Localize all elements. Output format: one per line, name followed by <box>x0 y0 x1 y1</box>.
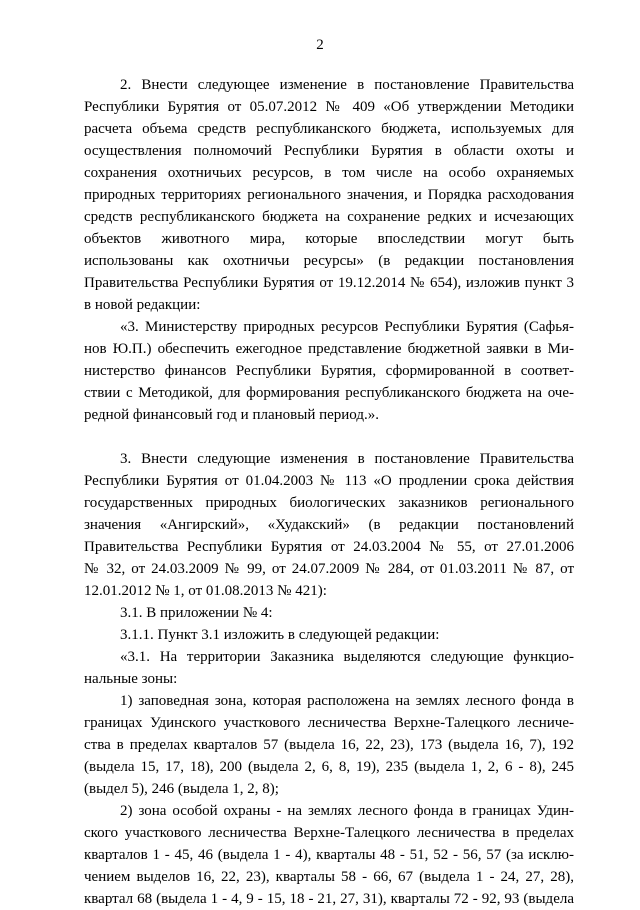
paragraph <box>84 646 574 690</box>
text-line: ского участкового лесничества Верхне-Талецкого лесничества в пределах <box>84 825 574 841</box>
text-line: 3.1.1. Пункт 3.1 изложить в следующей редакции: <box>120 627 440 643</box>
text-line: государственных природных биологических заказников регионального <box>84 495 574 511</box>
text-line: объектов животного мира, которые впоследствии могут быть <box>84 231 574 247</box>
text-line: 2) зона особой охраны - на землях лесного фонда в границах Удин- <box>120 803 574 819</box>
paragraph <box>84 316 574 426</box>
text-line: № 32, от 24.03.2009 № 99, от 24.07.2009 № 284, от 01.03.2011 № 87, от <box>84 561 574 577</box>
text-line: нистерство финансов Республики Бурятия, сформированной в соответ- <box>84 363 574 379</box>
paragraph <box>84 800 574 910</box>
text-line: редной финансовый год и плановый период.». <box>84 407 380 423</box>
text-line: 3. Внести следующие изменения в постановление Правительства <box>120 451 574 467</box>
text-line: средств республиканского бюджета на сохранение редких и исчезающих <box>84 209 574 225</box>
paragraph <box>84 448 574 602</box>
text-line: сохранения охотничьих ресурсов, в том числе на особо охраняемых <box>84 165 574 181</box>
text-line: Правительства Республики Бурятия от 19.12.2014 № 654), изложив пункт 3 <box>84 275 574 291</box>
text-line: нов Ю.П.) обеспечить ежегодное представление бюджетной заявки в Ми- <box>84 341 574 357</box>
page-number: 2 <box>316 37 324 53</box>
text-line: 3.1. В приложении № 4: <box>120 605 273 621</box>
paragraph <box>84 74 574 316</box>
paragraph <box>84 602 574 624</box>
text-line: Республики Бурятия от 01.04.2003 № 113 «О продлении срока действия <box>84 473 574 489</box>
text-line: Республики Бурятия от 05.07.2012 № 409 «Об утверждении Методики <box>84 99 574 115</box>
text-line: Правительства Республики Бурятия от 24.03.2004 № 55, от 27.01.2006 <box>84 539 574 555</box>
text-line: нальные зоны: <box>84 671 178 687</box>
text-line: кварталов 1 - 45, 46 (выдела 1 - 4), кварталы 48 - 51, 52 - 56, 57 (за исклю- <box>84 847 574 863</box>
text-line: чением выделов 16, 22, 23), кварталы 58 - 66, 67 (выдела 1 - 24, 27, 28), <box>84 869 574 885</box>
paragraph-gap <box>84 426 574 448</box>
text-line: «3. Министерству природных ресурсов Республики Бурятия (Сафья- <box>120 319 574 335</box>
document-body <box>84 74 574 910</box>
paragraph <box>84 690 574 800</box>
text-line: квартал 68 (выдела 1 - 4, 9 - 15, 18 - 21, 27, 31), кварталы 72 - 92, 93 (выдела <box>84 891 574 907</box>
text-line: использованы как охотничьи ресурсы» (в редакции постановления <box>84 253 574 269</box>
text-line: 1) заповедная зона, которая расположена на землях лесного фонда в <box>120 693 574 709</box>
text-line: природных территориях регионального значения, и Порядка расходования <box>84 187 574 203</box>
text-line: 12.01.2012 № 1, от 01.08.2013 № 421): <box>84 583 327 599</box>
text-line: расчета объема средств республиканского бюджета, используемых для <box>84 121 574 137</box>
text-line: «3.1. На территории Заказника выделяются следующие функцио- <box>120 649 574 665</box>
text-line: ства в пределах кварталов 57 (выдела 16, 22, 23), 173 (выдела 16, 7), 192 <box>84 737 574 753</box>
text-line: (выдела 15, 17, 18), 200 (выдела 2, 6, 8, 19), 235 (выдела 1, 2, 6 - 8), 245 <box>84 759 574 775</box>
text-line: ствии с Методикой, для формирования республиканского бюджета на оче- <box>84 385 574 401</box>
paragraph <box>84 624 574 646</box>
text-line: значения «Ангирский», «Худакский» (в редакции постановлений <box>84 517 574 533</box>
text-line: 2. Внести следующее изменение в постановление Правительства <box>120 77 574 93</box>
text-line: осуществления полномочий Республики Бурятия в области охоты и <box>84 143 574 159</box>
text-line: (выдел 5), 246 (выдела 1, 2, 8); <box>84 781 279 797</box>
text-line: в новой редакции: <box>84 297 201 313</box>
text-line: границах Удинского участкового лесничества Верхне-Талецкого лесниче- <box>84 715 574 731</box>
